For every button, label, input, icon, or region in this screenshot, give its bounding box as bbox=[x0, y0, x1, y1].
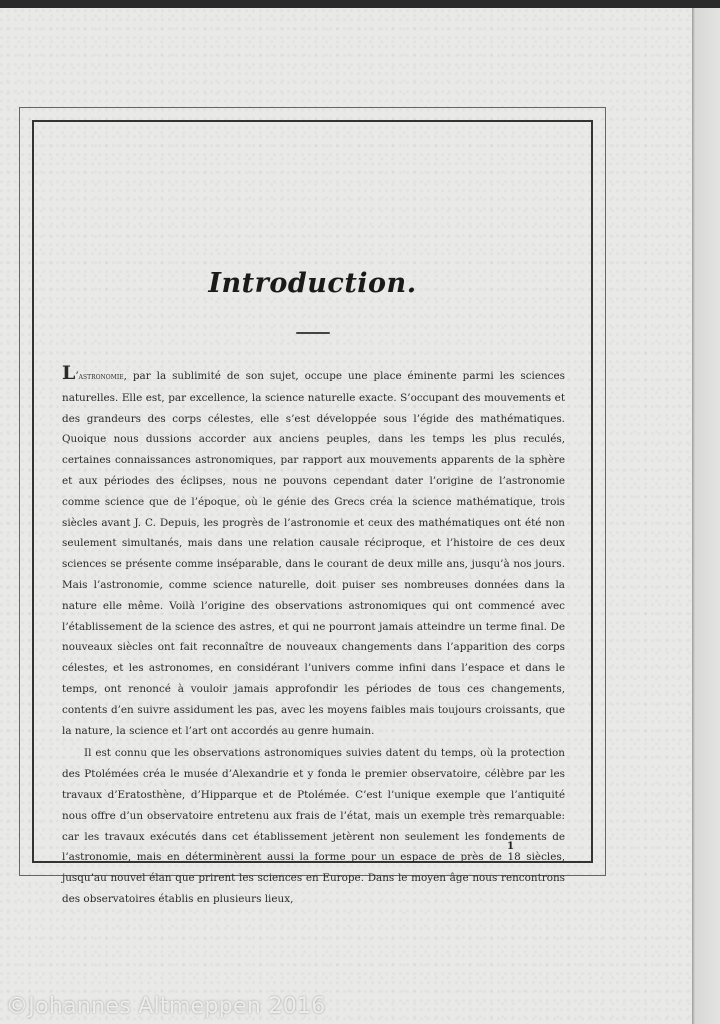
scan-top-edge bbox=[0, 0, 720, 8]
paragraph-1 bbox=[62, 362, 565, 741]
drop-cap: L bbox=[62, 362, 76, 384]
page-edge bbox=[692, 8, 720, 1024]
paragraph-1-text: , par la sublimité de son sujet, occupe une place éminente parmi les sciences naturelles. Elle est, par excellence, la science naturelle exacte. S’occupant des mouvements et des grandeurs des corps célestes, elle s’est développée sous l’égide des mathématiques. Quoique nous dussions accorder aux anciens peuples, dans les temps les plus reculés, certaines connaissances astronomiques, par rapport aux mouvements apparents de la sphère et aux périodes des éclipses, nous ne pouvons cependant dater l’origine de l’astronomie comme science que de l’époque, où le génie des Grecs créa la science mathématique, trois siècles avant J. C. Depuis, les progrès de l’astronomie et ceux des mathématiques ont été non seulement simultanés, mais dans une relation causale réciproque, et l’histoire de ces deux sciences se présente comme inséparable, dans le courant de deux mille ans, jusqu’à nos jours. Mais l’astronomie, comme science naturelle, doit puiser ses nombreuses données dans la nature elle même. Voilà l’origine des observations astronomiques qui ont commencé avec l’établissement de la science des astres, et qui ne pourront jamais atteindre un terme final. De nouveaux siècles ont fait reconnaître de nouveaux changements dans l’apparition des corps célestes, et les astronomes, en considérant l’univers comme infini dans l’espace et dans le temps, ont renoncé à vouloir jamais approfondir les périodes de tous ces changements, contents d’en suivre assidument les pas, avec les moyens faibles mais toujours croissants, que la nature, la science et l’art ont accordés au genre humain. bbox=[62, 370, 565, 737]
drop-cap-word: astronomie bbox=[78, 372, 124, 382]
paragraph-2: Il est connu que les observations astronomiques suivies datent du temps, où la protection des Ptolémées créa le musée d’Alexandrie et y fonda le premier observatoire, célèbre par les travaux d’Eratosthène, d’Hipparque et de Ptolémée. C’est l’unique exemple que l’antiquité nous offre d’un observatoire entretenu aux frais de l’état, mais un exemple très remarquable: car les travaux exécutés dans cet établissement jetèrent non seulement les fondements de l’astronomie, mais en déterminèrent aussi la forme pour un espace de près de 18 siècles, jusqu’au nouvel élan que prirent les sciences en Europe. Dans le moyen âge nous rencontrons des observatoires établis en plusieurs lieux, bbox=[62, 747, 565, 905]
title-ornament-rule bbox=[296, 332, 330, 334]
body-text bbox=[62, 362, 565, 910]
page-number: 1 bbox=[507, 841, 514, 852]
copyright-watermark: ©Johannes Altmeppen 2016 bbox=[6, 994, 326, 1019]
drop-cap-apostrophe: ’ bbox=[75, 370, 79, 382]
page-title: Introduction. bbox=[208, 268, 417, 299]
